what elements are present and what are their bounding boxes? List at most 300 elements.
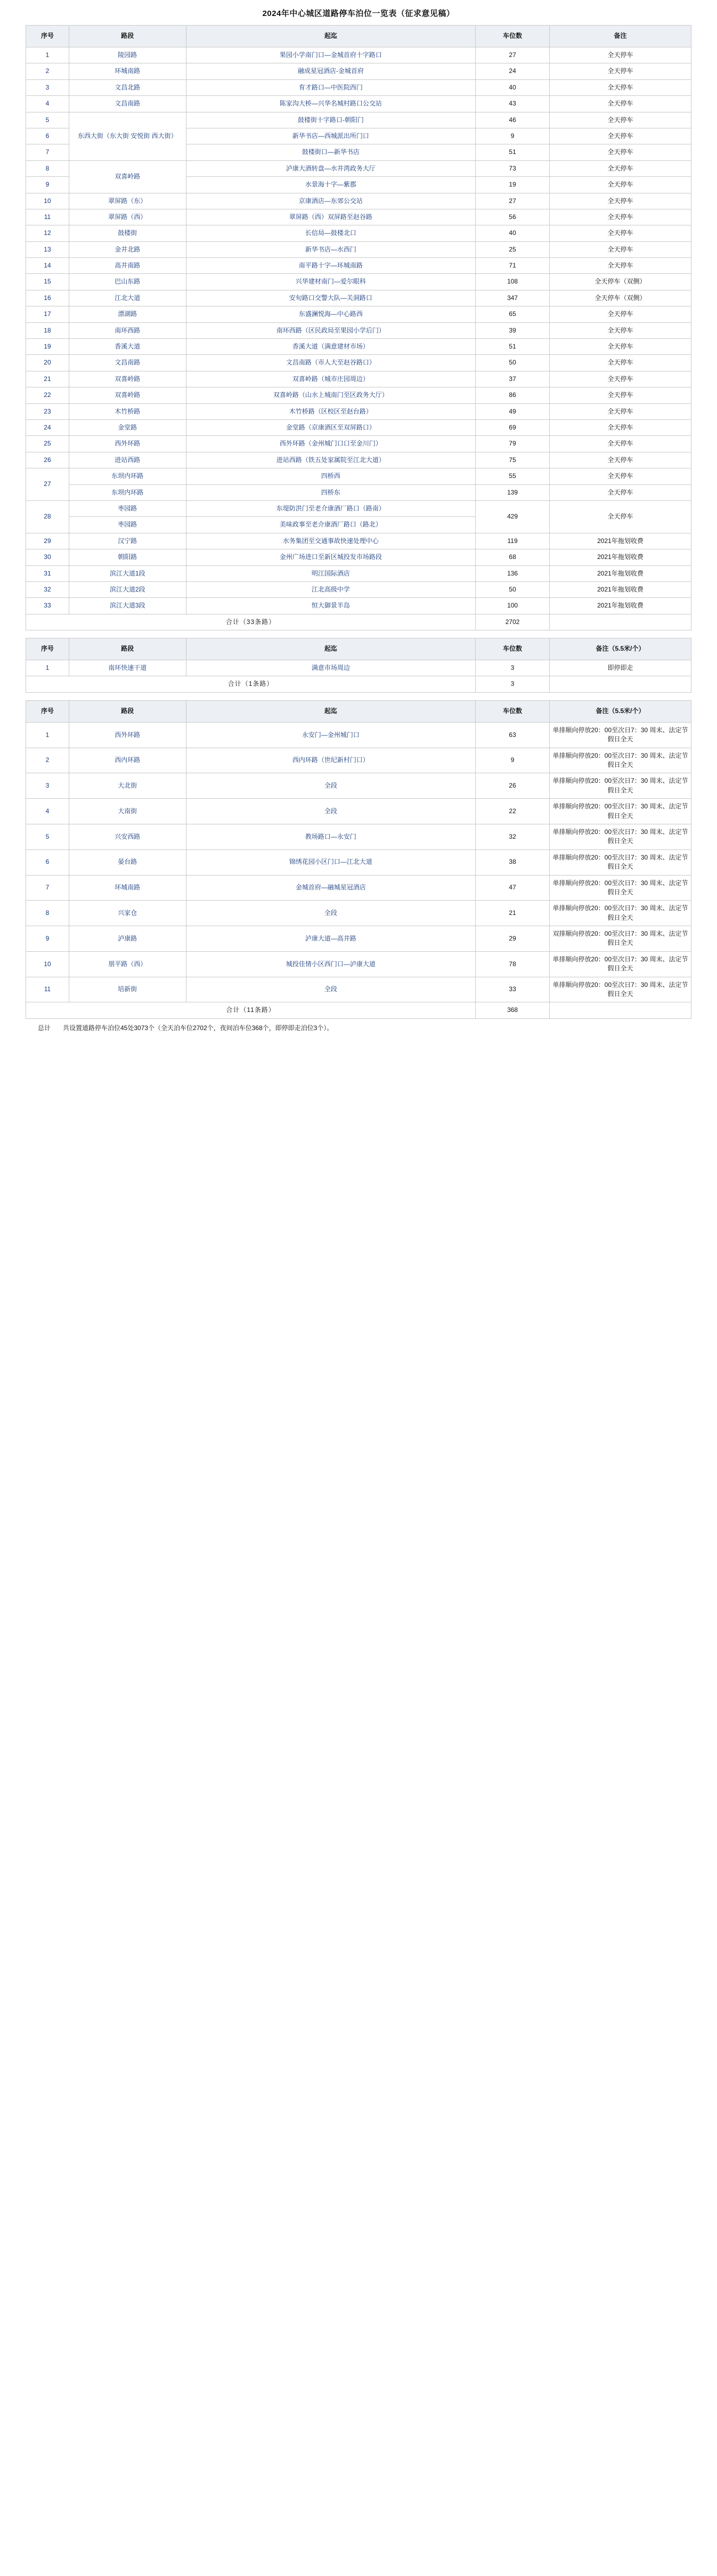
cell-note: 全天停车 bbox=[549, 500, 691, 533]
total-note bbox=[549, 1002, 691, 1018]
cell-start: 新华书店—水西门 bbox=[186, 241, 476, 257]
cell-road: 滨江大道1段 bbox=[69, 565, 186, 581]
cell-road: 培新街 bbox=[69, 977, 186, 1002]
table-row bbox=[26, 500, 691, 516]
cell-no: 1 bbox=[26, 722, 69, 748]
cell-count: 3 bbox=[476, 660, 550, 676]
cell-note: 全天停车 bbox=[549, 160, 691, 176]
parking-table-night bbox=[26, 700, 691, 1019]
cell-road: 兴安西路 bbox=[69, 824, 186, 849]
cell-no: 3 bbox=[26, 773, 69, 799]
cell-start: 东盛澜悦海—中心路西 bbox=[186, 306, 476, 322]
table-header-row bbox=[26, 638, 691, 660]
table-row bbox=[26, 581, 691, 597]
table-row bbox=[26, 926, 691, 952]
cell-note: 全天停车 bbox=[549, 355, 691, 371]
cell-road: 兴家仓 bbox=[69, 901, 186, 926]
cell-note: 全天停车 bbox=[549, 225, 691, 241]
cell-no: 21 bbox=[26, 371, 69, 387]
table-row bbox=[26, 533, 691, 549]
cell-note: 2021年拖划收费 bbox=[549, 549, 691, 565]
total-row bbox=[26, 676, 691, 692]
cell-count: 39 bbox=[476, 322, 550, 338]
cell-note: 全天停车 bbox=[549, 144, 691, 160]
table-row bbox=[26, 977, 691, 1002]
table-row bbox=[26, 274, 691, 290]
cell-road: 漂湖路 bbox=[69, 306, 186, 322]
table-header-row bbox=[26, 700, 691, 722]
cell-start: 安旬路口交警大队—关洞路口 bbox=[186, 290, 476, 306]
cell-count: 78 bbox=[476, 951, 550, 977]
cell-road: 江北大道 bbox=[69, 290, 186, 306]
cell-note: 全天停车（双侧） bbox=[549, 290, 691, 306]
cell-start: 江北高级中学 bbox=[186, 581, 476, 597]
cell-note: 全天停车 bbox=[549, 322, 691, 338]
table-row bbox=[26, 339, 691, 355]
cell-start: 锦绣花园小区门口—江北大道 bbox=[186, 849, 476, 875]
cell-count: 40 bbox=[476, 225, 550, 241]
table-row bbox=[26, 722, 691, 748]
cell-note: 全天停车 bbox=[549, 484, 691, 500]
header-road: 路段 bbox=[69, 26, 186, 47]
cell-count: 21 bbox=[476, 901, 550, 926]
table-row bbox=[26, 225, 691, 241]
cell-no: 33 bbox=[26, 598, 69, 614]
table-row bbox=[26, 484, 691, 500]
cell-count: 49 bbox=[476, 403, 550, 419]
cell-road: 双喜岭路 bbox=[69, 387, 186, 403]
grand-total-footer bbox=[26, 1019, 691, 1048]
table-row bbox=[26, 209, 691, 225]
cell-no: 24 bbox=[26, 419, 69, 435]
table-row bbox=[26, 290, 691, 306]
cell-start: 美味政事至老介康酒厂路口（路北） bbox=[186, 517, 476, 533]
cell-road: 陵园路 bbox=[69, 47, 186, 63]
cell-note: 全天停车 bbox=[549, 47, 691, 63]
cell-road: 东西大街（东大街 安悦街 西大街） bbox=[69, 112, 186, 160]
cell-note: 即停即走 bbox=[549, 660, 691, 676]
parking-table-stop-and-go bbox=[26, 638, 691, 693]
cell-count: 26 bbox=[476, 773, 550, 799]
cell-no: 5 bbox=[26, 824, 69, 849]
cell-count: 65 bbox=[476, 306, 550, 322]
cell-start: 金堂路（京康酒区至双屏路口） bbox=[186, 419, 476, 435]
cell-road: 木竹桥路 bbox=[69, 403, 186, 419]
cell-note: 全天停车 bbox=[549, 452, 691, 468]
cell-start: 进站西路（铁五处家属院至江北大道） bbox=[186, 452, 476, 468]
table-header-row bbox=[26, 26, 691, 47]
cell-note: 全天停车 bbox=[549, 403, 691, 419]
cell-road: 西外环路 bbox=[69, 436, 186, 452]
cell-note: 单排顺向停放20：00至次日7：30 周末、法定节假日全天 bbox=[549, 748, 691, 773]
table-row bbox=[26, 875, 691, 901]
table-row bbox=[26, 403, 691, 419]
header-road: 路段 bbox=[69, 700, 186, 722]
cell-note: 全天停车 bbox=[549, 258, 691, 274]
cell-road: 文昌南路 bbox=[69, 96, 186, 112]
total-row bbox=[26, 614, 691, 630]
section-divider-1 bbox=[0, 630, 717, 638]
cell-count: 22 bbox=[476, 799, 550, 824]
cell-note: 2021年拖划收费 bbox=[549, 533, 691, 549]
cell-note: 全天停车 bbox=[549, 419, 691, 435]
cell-no: 22 bbox=[26, 387, 69, 403]
cell-no: 15 bbox=[26, 274, 69, 290]
cell-count: 43 bbox=[476, 96, 550, 112]
cell-start: 融成星冠酒店-金城首府 bbox=[186, 63, 476, 79]
cell-road: 西外环路 bbox=[69, 722, 186, 748]
cell-count: 119 bbox=[476, 533, 550, 549]
cell-no: 23 bbox=[26, 403, 69, 419]
cell-road: 环城南路 bbox=[69, 63, 186, 79]
table-row bbox=[26, 241, 691, 257]
header-start: 起迄 bbox=[186, 638, 476, 660]
document-page bbox=[0, 0, 717, 1048]
header-no: 序号 bbox=[26, 26, 69, 47]
cell-no: 2 bbox=[26, 63, 69, 79]
cell-note: 双排顺向停放20：00至次日7：30 周末、法定节假日全天 bbox=[549, 926, 691, 952]
cell-no: 29 bbox=[26, 533, 69, 549]
table-row bbox=[26, 47, 691, 63]
cell-road: 金堂路 bbox=[69, 419, 186, 435]
cell-road: 进站西路 bbox=[69, 452, 186, 468]
header-count: 车位数 bbox=[476, 26, 550, 47]
cell-start: 新华书店—西城派出所门口 bbox=[186, 128, 476, 144]
cell-note: 单排顺向停放20：00至次日7：30 周末、法定节假日全天 bbox=[549, 722, 691, 748]
cell-count: 38 bbox=[476, 849, 550, 875]
table-row bbox=[26, 660, 691, 676]
cell-note: 全天停车 bbox=[549, 339, 691, 355]
cell-note: 全天停车 bbox=[549, 209, 691, 225]
total-count: 2702 bbox=[476, 614, 550, 630]
table-row bbox=[26, 112, 691, 128]
cell-note: 全天停车 bbox=[549, 128, 691, 144]
cell-road: 翠屏路（东） bbox=[69, 193, 186, 209]
header-note: 备注（5.5米/个） bbox=[549, 700, 691, 722]
cell-count: 40 bbox=[476, 79, 550, 95]
cell-no: 7 bbox=[26, 144, 69, 160]
table-row bbox=[26, 598, 691, 614]
table-row bbox=[26, 799, 691, 824]
cell-start: 育才路口—中医院西门 bbox=[186, 79, 476, 95]
total-label: 合计（11条路） bbox=[26, 1002, 476, 1018]
table-row bbox=[26, 951, 691, 977]
cell-no: 14 bbox=[26, 258, 69, 274]
cell-start: 全段 bbox=[186, 799, 476, 824]
cell-start: 木竹桥路（区校区至赵台路） bbox=[186, 403, 476, 419]
cell-count: 75 bbox=[476, 452, 550, 468]
cell-note: 2021年拖划收费 bbox=[549, 581, 691, 597]
cell-count: 71 bbox=[476, 258, 550, 274]
cell-note: 全天停车 bbox=[549, 112, 691, 128]
cell-count: 86 bbox=[476, 387, 550, 403]
cell-no: 4 bbox=[26, 96, 69, 112]
cell-road: 双喜岭路 bbox=[69, 371, 186, 387]
cell-note: 单排顺向停放20：00至次日7：30 周末、法定节假日全天 bbox=[549, 799, 691, 824]
cell-count: 100 bbox=[476, 598, 550, 614]
cell-note: 全天停车 bbox=[549, 436, 691, 452]
cell-start: 全段 bbox=[186, 773, 476, 799]
cell-note: 全天停车 bbox=[549, 96, 691, 112]
table-row bbox=[26, 419, 691, 435]
page-title: 2024年中心城区道路停车泊位一览表（征求意见稿） bbox=[262, 9, 455, 18]
table-row bbox=[26, 748, 691, 773]
cell-count: 50 bbox=[476, 355, 550, 371]
cell-start: 南平路十字—环城南路 bbox=[186, 258, 476, 274]
cell-start: 城投佳情小区西门口—泸康大道 bbox=[186, 951, 476, 977]
cell-note: 单排顺向停放20：00至次日7：30 周末、法定节假日全天 bbox=[549, 951, 691, 977]
cell-note: 全天停车 bbox=[549, 79, 691, 95]
cell-no: 30 bbox=[26, 549, 69, 565]
table-row bbox=[26, 849, 691, 875]
cell-start: 永安门—金州城门口 bbox=[186, 722, 476, 748]
cell-count: 347 bbox=[476, 290, 550, 306]
cell-no: 2 bbox=[26, 748, 69, 773]
cell-road: 文昌南路 bbox=[69, 355, 186, 371]
parking-table-all-day bbox=[26, 25, 691, 630]
table-row bbox=[26, 824, 691, 849]
cell-road: 枣园路 bbox=[69, 517, 186, 533]
cell-note: 2021年拖划收费 bbox=[549, 565, 691, 581]
cell-note: 单排顺向停放20：00至次日7：30 周末、法定节假日全天 bbox=[549, 849, 691, 875]
cell-no: 10 bbox=[26, 951, 69, 977]
cell-no: 26 bbox=[26, 452, 69, 468]
cell-no: 10 bbox=[26, 193, 69, 209]
cell-start: 四桥东 bbox=[186, 484, 476, 500]
cell-note: 全天停车（双侧） bbox=[549, 274, 691, 290]
cell-road: 东坝内环路 bbox=[69, 484, 186, 500]
cell-start: 兴华建材南门—爱尔眼科 bbox=[186, 274, 476, 290]
cell-start: 四桥西 bbox=[186, 468, 476, 484]
cell-no: 6 bbox=[26, 849, 69, 875]
cell-note: 全天停车 bbox=[549, 63, 691, 79]
cell-start: 全段 bbox=[186, 901, 476, 926]
cell-no: 8 bbox=[26, 901, 69, 926]
cell-start: 鼓楼街十字路口-朝阳门 bbox=[186, 112, 476, 128]
cell-start: 文昌南路（市人大至赵谷路口） bbox=[186, 355, 476, 371]
header-start: 起迄 bbox=[186, 26, 476, 47]
cell-no: 19 bbox=[26, 339, 69, 355]
cell-note: 全天停车 bbox=[549, 468, 691, 484]
cell-start: 水景海十字—紫郡 bbox=[186, 177, 476, 193]
cell-road: 巴山东路 bbox=[69, 274, 186, 290]
cell-road: 高井南路 bbox=[69, 258, 186, 274]
cell-count: 19 bbox=[476, 177, 550, 193]
table-row bbox=[26, 773, 691, 799]
cell-start: 金城首府—融城星冠酒店 bbox=[186, 875, 476, 901]
table-row bbox=[26, 306, 691, 322]
table-row bbox=[26, 96, 691, 112]
total-row bbox=[26, 1002, 691, 1018]
total-count: 368 bbox=[476, 1002, 550, 1018]
cell-start: 翠屏路（西）双屏路至赵谷路 bbox=[186, 209, 476, 225]
cell-no: 17 bbox=[26, 306, 69, 322]
cell-count: 69 bbox=[476, 419, 550, 435]
cell-start: 鼓楼街口—新华书店 bbox=[186, 144, 476, 160]
cell-count: 139 bbox=[476, 484, 550, 500]
cell-road: 南环快速干道 bbox=[69, 660, 186, 676]
cell-start: 全段 bbox=[186, 977, 476, 1002]
cell-road: 汉宁路 bbox=[69, 533, 186, 549]
cell-count: 79 bbox=[476, 436, 550, 452]
header-no: 序号 bbox=[26, 638, 69, 660]
cell-start: 双喜岭路（城市庄园周边） bbox=[186, 371, 476, 387]
cell-no: 9 bbox=[26, 177, 69, 193]
cell-road: 大南街 bbox=[69, 799, 186, 824]
cell-road: 西内环路 bbox=[69, 748, 186, 773]
cell-no: 11 bbox=[26, 977, 69, 1002]
cell-no: 9 bbox=[26, 926, 69, 952]
cell-start: 水务集团至交通事故快速处理中心 bbox=[186, 533, 476, 549]
cell-no: 12 bbox=[26, 225, 69, 241]
table-row bbox=[26, 355, 691, 371]
cell-note: 全天停车 bbox=[549, 306, 691, 322]
cell-no: 5 bbox=[26, 112, 69, 128]
cell-start: 金州广场进口至新区城投发市场路段 bbox=[186, 549, 476, 565]
cell-count: 429 bbox=[476, 500, 550, 533]
cell-count: 24 bbox=[476, 63, 550, 79]
cell-no: 1 bbox=[26, 47, 69, 63]
total-count: 3 bbox=[476, 676, 550, 692]
cell-count: 9 bbox=[476, 128, 550, 144]
cell-no: 32 bbox=[26, 581, 69, 597]
cell-count: 37 bbox=[476, 371, 550, 387]
cell-start: 京康酒店—东郊公交站 bbox=[186, 193, 476, 209]
cell-count: 27 bbox=[476, 47, 550, 63]
cell-road: 金井北路 bbox=[69, 241, 186, 257]
table-row bbox=[26, 565, 691, 581]
cell-count: 136 bbox=[476, 565, 550, 581]
cell-count: 29 bbox=[476, 926, 550, 952]
cell-no: 6 bbox=[26, 128, 69, 144]
cell-start: 双喜岭路（山水上城南门至区政务大厅） bbox=[186, 387, 476, 403]
header-note: 备注（5.5米/个） bbox=[549, 638, 691, 660]
cell-count: 32 bbox=[476, 824, 550, 849]
cell-start: 恒大御景半岛 bbox=[186, 598, 476, 614]
cell-note: 单排顺向停放20：00至次日7：30 周末、法定节假日全天 bbox=[549, 824, 691, 849]
cell-road: 枣园路 bbox=[69, 500, 186, 516]
cell-start: 教场路口—永安门 bbox=[186, 824, 476, 849]
cell-no: 28 bbox=[26, 500, 69, 533]
cell-count: 33 bbox=[476, 977, 550, 1002]
cell-no: 13 bbox=[26, 241, 69, 257]
cell-count: 63 bbox=[476, 722, 550, 748]
cell-start: 果园小学南门口—金城首府十字路口 bbox=[186, 47, 476, 63]
cell-note: 单排顺向停放20：00至次日7：30 周末、法定节假日全天 bbox=[549, 875, 691, 901]
cell-start: 西外环路（金州城门口口至金川门） bbox=[186, 436, 476, 452]
table-row bbox=[26, 387, 691, 403]
cell-note: 全天停车 bbox=[549, 387, 691, 403]
cell-road: 大北街 bbox=[69, 773, 186, 799]
cell-count: 55 bbox=[476, 468, 550, 484]
cell-road: 朋平路（西） bbox=[69, 951, 186, 977]
total-label: 合计（33条路） bbox=[26, 614, 476, 630]
header-start: 起迄 bbox=[186, 700, 476, 722]
cell-count: 9 bbox=[476, 748, 550, 773]
cell-start: 陈家沟大桥—兴华名城村路口公交站 bbox=[186, 96, 476, 112]
cell-road: 香溪大道 bbox=[69, 339, 186, 355]
table-row bbox=[26, 322, 691, 338]
cell-no: 25 bbox=[26, 436, 69, 452]
cell-start: 长信局—鼓楼北口 bbox=[186, 225, 476, 241]
header-no: 序号 bbox=[26, 700, 69, 722]
table-row bbox=[26, 549, 691, 565]
cell-no: 1 bbox=[26, 660, 69, 676]
cell-road: 东坝内环路 bbox=[69, 468, 186, 484]
table-row bbox=[26, 371, 691, 387]
cell-road: 滨江大道3段 bbox=[69, 598, 186, 614]
table-row bbox=[26, 436, 691, 452]
section-divider-2 bbox=[0, 693, 717, 700]
cell-start: 东堤防洪门至老介康酒厂路口（路南） bbox=[186, 500, 476, 516]
cell-no: 11 bbox=[26, 209, 69, 225]
cell-road: 鼓楼街 bbox=[69, 225, 186, 241]
table-row bbox=[26, 160, 691, 176]
grand-total-text: 共设置道路停车泊位45处3073个（全天泊车位2702个，夜间泊车位368个，即停即走泊位3个）。 bbox=[63, 1024, 333, 1032]
cell-road: 南环西路 bbox=[69, 322, 186, 338]
cell-road: 滨江大道2段 bbox=[69, 581, 186, 597]
cell-count: 27 bbox=[476, 193, 550, 209]
cell-no: 8 bbox=[26, 160, 69, 176]
cell-road: 泸康路 bbox=[69, 926, 186, 952]
cell-count: 68 bbox=[476, 549, 550, 565]
header-count: 车位数 bbox=[476, 638, 550, 660]
cell-road: 朝阳路 bbox=[69, 549, 186, 565]
header-road: 路段 bbox=[69, 638, 186, 660]
cell-road: 晏台路 bbox=[69, 849, 186, 875]
table-row bbox=[26, 193, 691, 209]
cell-no: 3 bbox=[26, 79, 69, 95]
cell-start: 南环西路（区民政局至果园小学后门） bbox=[186, 322, 476, 338]
cell-start: 西内环路（世纪新村门口） bbox=[186, 748, 476, 773]
header-count: 车位数 bbox=[476, 700, 550, 722]
table-row bbox=[26, 901, 691, 926]
cell-count: 73 bbox=[476, 160, 550, 176]
total-note bbox=[549, 676, 691, 692]
cell-road: 双喜岭路 bbox=[69, 160, 186, 193]
cell-count: 51 bbox=[476, 144, 550, 160]
cell-road: 文昌北路 bbox=[69, 79, 186, 95]
cell-count: 51 bbox=[476, 339, 550, 355]
cell-start: 泸康大酒转盘—水井湾政务大厅 bbox=[186, 160, 476, 176]
cell-start: 满意市场周边 bbox=[186, 660, 476, 676]
cell-no: 27 bbox=[26, 468, 69, 501]
cell-start: 香溪大道（满意建材市场） bbox=[186, 339, 476, 355]
header-note: 备注 bbox=[549, 26, 691, 47]
cell-note: 全天停车 bbox=[549, 193, 691, 209]
table-row bbox=[26, 258, 691, 274]
cell-count: 46 bbox=[476, 112, 550, 128]
table-row bbox=[26, 452, 691, 468]
cell-no: 18 bbox=[26, 322, 69, 338]
cell-count: 25 bbox=[476, 241, 550, 257]
cell-note: 全天停车 bbox=[549, 371, 691, 387]
table-row bbox=[26, 468, 691, 484]
cell-note: 单排顺向停放20：00至次日7：30 周末、法定节假日全天 bbox=[549, 773, 691, 799]
cell-count: 50 bbox=[476, 581, 550, 597]
total-label: 合计（1条路） bbox=[26, 676, 476, 692]
total-note bbox=[549, 614, 691, 630]
table-row bbox=[26, 63, 691, 79]
cell-no: 20 bbox=[26, 355, 69, 371]
cell-note: 全天停车 bbox=[549, 241, 691, 257]
cell-count: 47 bbox=[476, 875, 550, 901]
cell-no: 31 bbox=[26, 565, 69, 581]
cell-road: 翠屏路（西） bbox=[69, 209, 186, 225]
table-row bbox=[26, 79, 691, 95]
cell-count: 56 bbox=[476, 209, 550, 225]
cell-no: 4 bbox=[26, 799, 69, 824]
